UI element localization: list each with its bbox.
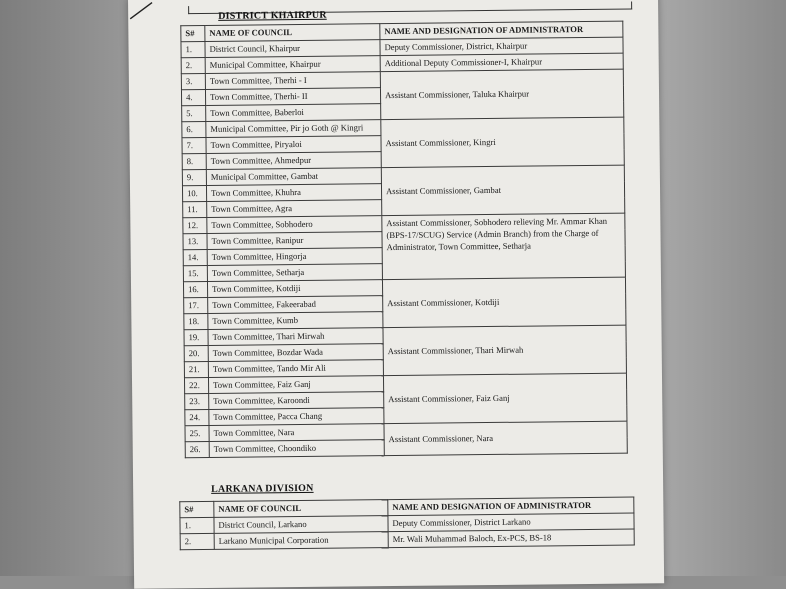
row-council: Town Committee, Khuhra	[206, 184, 381, 202]
row-sn: 26.	[185, 441, 209, 457]
row-council: Town Committee, Ahmedpur	[206, 152, 381, 170]
row-sn: 10.	[182, 185, 206, 201]
row-sn: 1.	[180, 517, 214, 533]
row-sn: 25.	[185, 425, 209, 441]
row-sn: 13.	[183, 233, 207, 249]
row-sn: 9.	[182, 169, 206, 185]
row-council: Town Committee, Pacca Chang	[209, 408, 384, 426]
row-sn: 3.	[181, 73, 205, 89]
header-council: NAME OF COUNCIL	[205, 24, 380, 42]
row-council: Town Committee, Baberloi	[206, 104, 381, 122]
khairpur-table	[180, 21, 628, 459]
header-sn: S#	[181, 25, 205, 41]
row-admin: Assistant Commissioner, Kotdiji	[382, 277, 625, 328]
row-admin: Additional Deputy Commissioner-I, Khairpur	[380, 53, 623, 72]
row-council: Town Committee, Bozdar Wada	[208, 344, 383, 362]
row-council: Municipal Committee, Gambat	[206, 168, 381, 186]
row-sn: 18.	[184, 313, 208, 329]
row-council: Larkano Municipal Corporation	[214, 532, 388, 550]
row-council: Town Committee, Hingorja	[207, 248, 382, 266]
row-sn: 4.	[181, 89, 205, 105]
row-council: Town Committee, Tando Mir Ali	[208, 360, 383, 378]
row-sn: 1.	[181, 41, 205, 57]
row-admin: Assistant Commissioner, Kingri	[381, 117, 624, 168]
row-council: Town Committee, Kumb	[208, 312, 383, 330]
table-row	[181, 69, 623, 90]
row-council: Town Committee, Therhi- II	[205, 88, 380, 106]
header-sn: S#	[180, 501, 214, 517]
row-admin: Mr. Wali Muhammad Baloch, Ex-PCS, BS-18	[388, 529, 634, 548]
row-council: Town Committee, Faiz Ganj	[208, 376, 383, 394]
row-admin: Assistant Commissioner, Gambat	[381, 165, 624, 216]
row-sn: 14.	[183, 249, 207, 265]
table-row	[182, 165, 624, 186]
row-sn: 21.	[184, 361, 208, 377]
row-council: District Council, Larkano	[214, 516, 388, 534]
row-sn: 16.	[183, 281, 207, 297]
row-council: Town Committee, Ranipur	[207, 232, 382, 250]
row-council: Municipal Committee, Khairpur	[205, 56, 380, 74]
table-row	[184, 325, 626, 346]
table-row	[185, 421, 627, 442]
row-sn: 2.	[180, 533, 214, 549]
section-heading-larkana: LARKANA DIVISION	[211, 482, 314, 495]
table-row	[183, 213, 625, 234]
row-council: District Council, Khairpur	[205, 40, 380, 58]
row-admin: Assistant Commissioner, Taluka Khairpur	[380, 69, 623, 120]
header-admin: NAME AND DESIGNATION OF ADMINISTRATOR	[380, 21, 623, 40]
table-row	[184, 373, 626, 394]
document-page	[128, 0, 664, 589]
row-council: Town Committee, Setharja	[207, 264, 382, 282]
row-admin: Assistant Commissioner, Thari Mirwah	[383, 325, 626, 376]
row-council: Town Committee, Piryaloi	[206, 136, 381, 154]
row-sn: 22.	[184, 377, 208, 393]
table-row	[182, 117, 624, 138]
row-admin: Assistant Commissioner, Faiz Ganj	[383, 373, 626, 424]
row-sn: 12.	[183, 217, 207, 233]
row-admin: Deputy Commissioner, District Larkano	[388, 513, 634, 532]
row-sn: 6.	[182, 121, 206, 137]
row-sn: 11.	[183, 201, 207, 217]
background-left	[0, 0, 140, 576]
row-sn: 15.	[183, 265, 207, 281]
row-sn: 23.	[185, 393, 209, 409]
row-council: Town Committee, Agra	[207, 200, 382, 218]
row-council: Town Committee, Kotdiji	[207, 280, 382, 298]
row-sn: 19.	[184, 329, 208, 345]
background-right	[656, 0, 786, 576]
table-row	[183, 277, 625, 298]
row-council: Town Committee, Fakeerabad	[208, 296, 383, 314]
section-heading-khairpur: DISTRICT KHAIRPUR	[218, 9, 327, 22]
header-council: NAME OF COUNCIL	[214, 500, 388, 518]
row-council: Town Committee, Choondiko	[209, 440, 384, 458]
header-admin: NAME AND DESIGNATION OF ADMINISTRATOR	[388, 497, 634, 516]
pencil-mark	[128, 0, 158, 21]
row-sn: 20.	[184, 345, 208, 361]
row-sn: 5.	[182, 105, 206, 121]
row-sn: 17.	[184, 297, 208, 313]
row-admin: Assistant Commissioner, Nara	[384, 421, 627, 456]
row-council: Town Committee, Thari Mirwah	[208, 328, 383, 346]
row-admin: Assistant Commissioner, Sobhodero relieving Mr. Ammar Khan (BPS-17/SCUG) Service (Admin Branch) from the Charge of Administrator, Town Committee, Setharja	[382, 213, 626, 280]
row-council: Town Committee, Karoondi	[209, 392, 384, 410]
row-council: Town Committee, Nara	[209, 424, 384, 442]
table-row	[180, 529, 634, 550]
row-council: Town Committee, Therhi - I	[205, 72, 380, 90]
row-sn: 24.	[185, 409, 209, 425]
row-sn: 8.	[182, 153, 206, 169]
row-council: Town Committee, Sobhodero	[207, 216, 382, 234]
row-sn: 7.	[182, 137, 206, 153]
row-admin: Deputy Commissioner, District, Khairpur	[380, 37, 623, 56]
row-sn: 2.	[181, 57, 205, 73]
row-council: Municipal Committee, Pir jo Goth @ Kingri	[206, 120, 381, 138]
larkana-table	[179, 497, 634, 551]
